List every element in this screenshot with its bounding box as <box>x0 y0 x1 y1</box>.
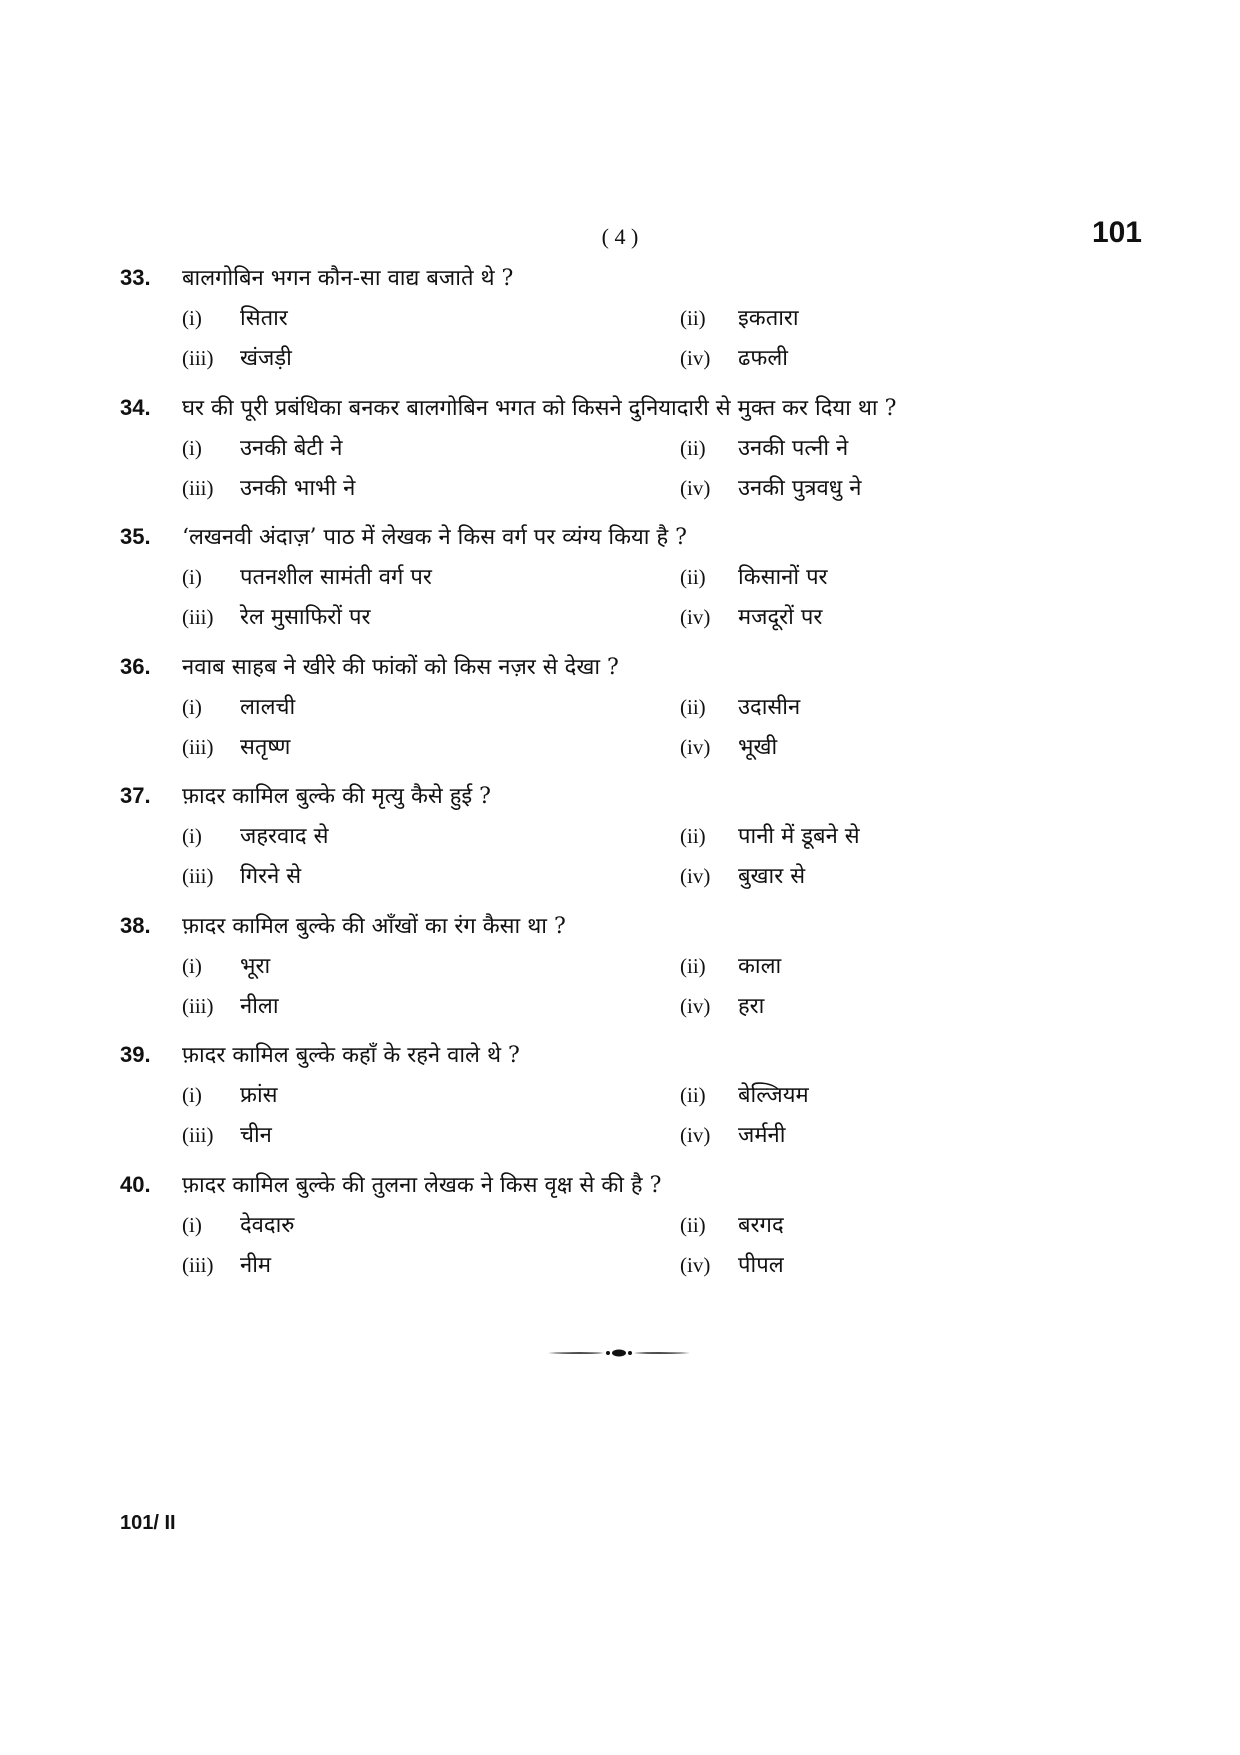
question-number: 39. <box>120 1042 151 1067</box>
question-list <box>120 262 1140 1298</box>
option-ii <box>680 302 799 332</box>
option-text: भूखी <box>738 734 778 760</box>
option-label: (iii) <box>182 864 214 888</box>
option-text: हरा <box>738 993 765 1019</box>
option-text: उनकी भाभी ने <box>240 475 356 501</box>
option-iii <box>182 731 290 761</box>
option-text: मजदूरों पर <box>738 605 823 630</box>
option-label: (ii) <box>680 953 706 978</box>
option-label: (iv) <box>680 864 711 888</box>
option-label: (ii) <box>680 694 706 719</box>
option-i <box>182 302 288 332</box>
option-text: फ्रांस <box>240 1083 278 1108</box>
option-text: बरगद <box>738 1212 784 1238</box>
option-text: पीपल <box>738 1252 784 1278</box>
option-ii <box>680 691 800 721</box>
option-iii <box>182 342 292 372</box>
option-iv <box>680 990 764 1020</box>
question-number: 38. <box>120 912 151 938</box>
option-label: (iii) <box>182 1252 214 1277</box>
option-label: (i) <box>182 1083 202 1107</box>
option-label: (iv) <box>680 734 711 759</box>
option-i <box>182 950 270 980</box>
option-text: जर्मनी <box>738 1123 786 1148</box>
option-text: पतनशील सामंती वर्ग पर <box>240 565 432 590</box>
option-text: लालची <box>240 694 296 720</box>
paper-code: 101 <box>1091 216 1142 249</box>
question-33 <box>120 262 1140 392</box>
option-label: (ii) <box>680 1083 706 1107</box>
question-number: 33. <box>120 265 151 290</box>
option-label: (iv) <box>680 475 711 500</box>
question-number: 37. <box>120 783 151 808</box>
option-label: (iii) <box>182 993 214 1018</box>
option-iii <box>182 1119 272 1149</box>
option-i <box>182 1209 294 1239</box>
option-ii <box>680 432 848 462</box>
option-ii <box>680 1079 809 1109</box>
option-label: (i) <box>182 435 202 460</box>
option-iii <box>182 601 370 631</box>
option-ii <box>680 561 828 591</box>
question-38 <box>120 910 1140 1040</box>
footer-code: 101/ II <box>120 1512 176 1534</box>
option-text: भूरा <box>240 953 271 979</box>
option-iii <box>182 860 301 890</box>
question-text: फ़ादर कामिल बुल्के कहाँ के रहने वाले थे ? <box>182 1043 520 1068</box>
option-iv <box>680 1249 784 1279</box>
question-39 <box>120 1039 1140 1169</box>
option-text: देवदारु <box>240 1212 295 1238</box>
option-text: काला <box>738 953 782 979</box>
option-label: (i) <box>182 824 202 848</box>
option-label: (iv) <box>680 605 711 629</box>
option-label: (i) <box>182 1212 202 1237</box>
option-label: (ii) <box>680 1212 706 1237</box>
option-label: (i) <box>182 306 202 330</box>
option-ii <box>680 820 860 850</box>
option-label: (iii) <box>182 475 214 500</box>
option-text: नीला <box>240 993 279 1019</box>
end-ornament <box>548 1347 690 1359</box>
option-text: इकतारा <box>738 306 799 331</box>
option-label: (iii) <box>182 734 214 759</box>
option-text: बेल्जियम <box>738 1083 809 1108</box>
option-text: सतृष्ण <box>240 734 291 760</box>
question-text: घर की पूरी प्रबंधिका बनकर बालगोबिन भगत को किसने दुनियादारी से मुक्त कर दिया था ? <box>182 395 897 421</box>
question-number: 34. <box>120 394 151 420</box>
option-i <box>182 820 328 850</box>
option-label: (i) <box>182 694 202 719</box>
question-number: 36. <box>120 653 151 679</box>
question-text: नवाब साहब ने खीरे की फांकों को किस नज़र से देखा ? <box>182 654 619 680</box>
question-36 <box>120 651 1140 781</box>
option-iv <box>680 601 822 631</box>
option-iv <box>680 1119 785 1149</box>
question-text: बालगोबिन भगन कौन-सा वाद्य बजाते थे ? <box>182 266 514 291</box>
option-i <box>182 432 342 462</box>
option-label: (ii) <box>680 565 706 589</box>
option-text: पानी में डूबने से <box>738 824 860 849</box>
option-label: (ii) <box>680 306 706 330</box>
option-text: ढफली <box>738 346 788 371</box>
option-label: (i) <box>182 953 202 978</box>
option-label: (iv) <box>680 346 711 370</box>
question-37 <box>120 780 1140 910</box>
option-text: बुखार से <box>738 864 806 889</box>
option-iv <box>680 342 788 372</box>
question-text: फ़ादर कामिल बुल्के की मृत्यु कैसे हुई ? <box>182 784 491 809</box>
option-label: (ii) <box>680 824 706 848</box>
option-text: गिरने से <box>240 864 302 889</box>
question-40 <box>120 1169 1140 1299</box>
option-label: (iii) <box>182 346 214 370</box>
option-text: चीन <box>240 1123 272 1148</box>
option-text: उनकी बेटी ने <box>240 435 343 461</box>
option-label: (ii) <box>680 435 706 460</box>
option-label: (iv) <box>680 1123 711 1147</box>
option-i <box>182 691 295 721</box>
option-label: (iii) <box>182 1123 214 1147</box>
option-ii <box>680 950 781 980</box>
option-label: (iv) <box>680 1252 711 1277</box>
question-number: 35. <box>120 524 151 549</box>
option-i <box>182 1079 278 1109</box>
option-text: रेल मुसाफिरों पर <box>240 605 371 630</box>
option-label: (i) <box>182 565 202 589</box>
option-text: उनकी पत्नी ने <box>738 435 849 461</box>
option-text: जहरवाद से <box>240 824 329 849</box>
option-label: (iii) <box>182 605 214 629</box>
question-text: फ़ादर कामिल बुल्के की तुलना लेखक ने किस वृक्ष से की है ? <box>182 1172 662 1198</box>
option-iii <box>182 1249 271 1279</box>
option-text: सितार <box>240 306 288 331</box>
question-text: फ़ादर कामिल बुल्के की आँखों का रंग कैसा था ? <box>182 913 566 939</box>
option-text: उनकी पुत्रवधु ने <box>738 475 862 501</box>
option-iii <box>182 990 279 1020</box>
question-text: ‘लखनवी अंदाज़’ पाठ में लेखक ने किस वर्ग पर व्यंग्य किया है ? <box>182 525 687 550</box>
option-text: किसानों पर <box>738 565 828 590</box>
option-label: (iv) <box>680 993 711 1018</box>
option-text: उदासीन <box>738 694 801 720</box>
option-iv <box>680 860 805 890</box>
option-ii <box>680 1209 784 1239</box>
question-34 <box>120 392 1140 522</box>
question-number: 40. <box>120 1171 151 1197</box>
option-iv <box>680 472 861 502</box>
option-iii <box>182 472 355 502</box>
option-i <box>182 561 432 591</box>
option-iv <box>680 731 777 761</box>
option-text: नीम <box>240 1252 272 1278</box>
question-35 <box>120 521 1140 651</box>
option-text: खंजड़ी <box>240 346 292 371</box>
page-number: ( 4 ) <box>601 224 639 249</box>
